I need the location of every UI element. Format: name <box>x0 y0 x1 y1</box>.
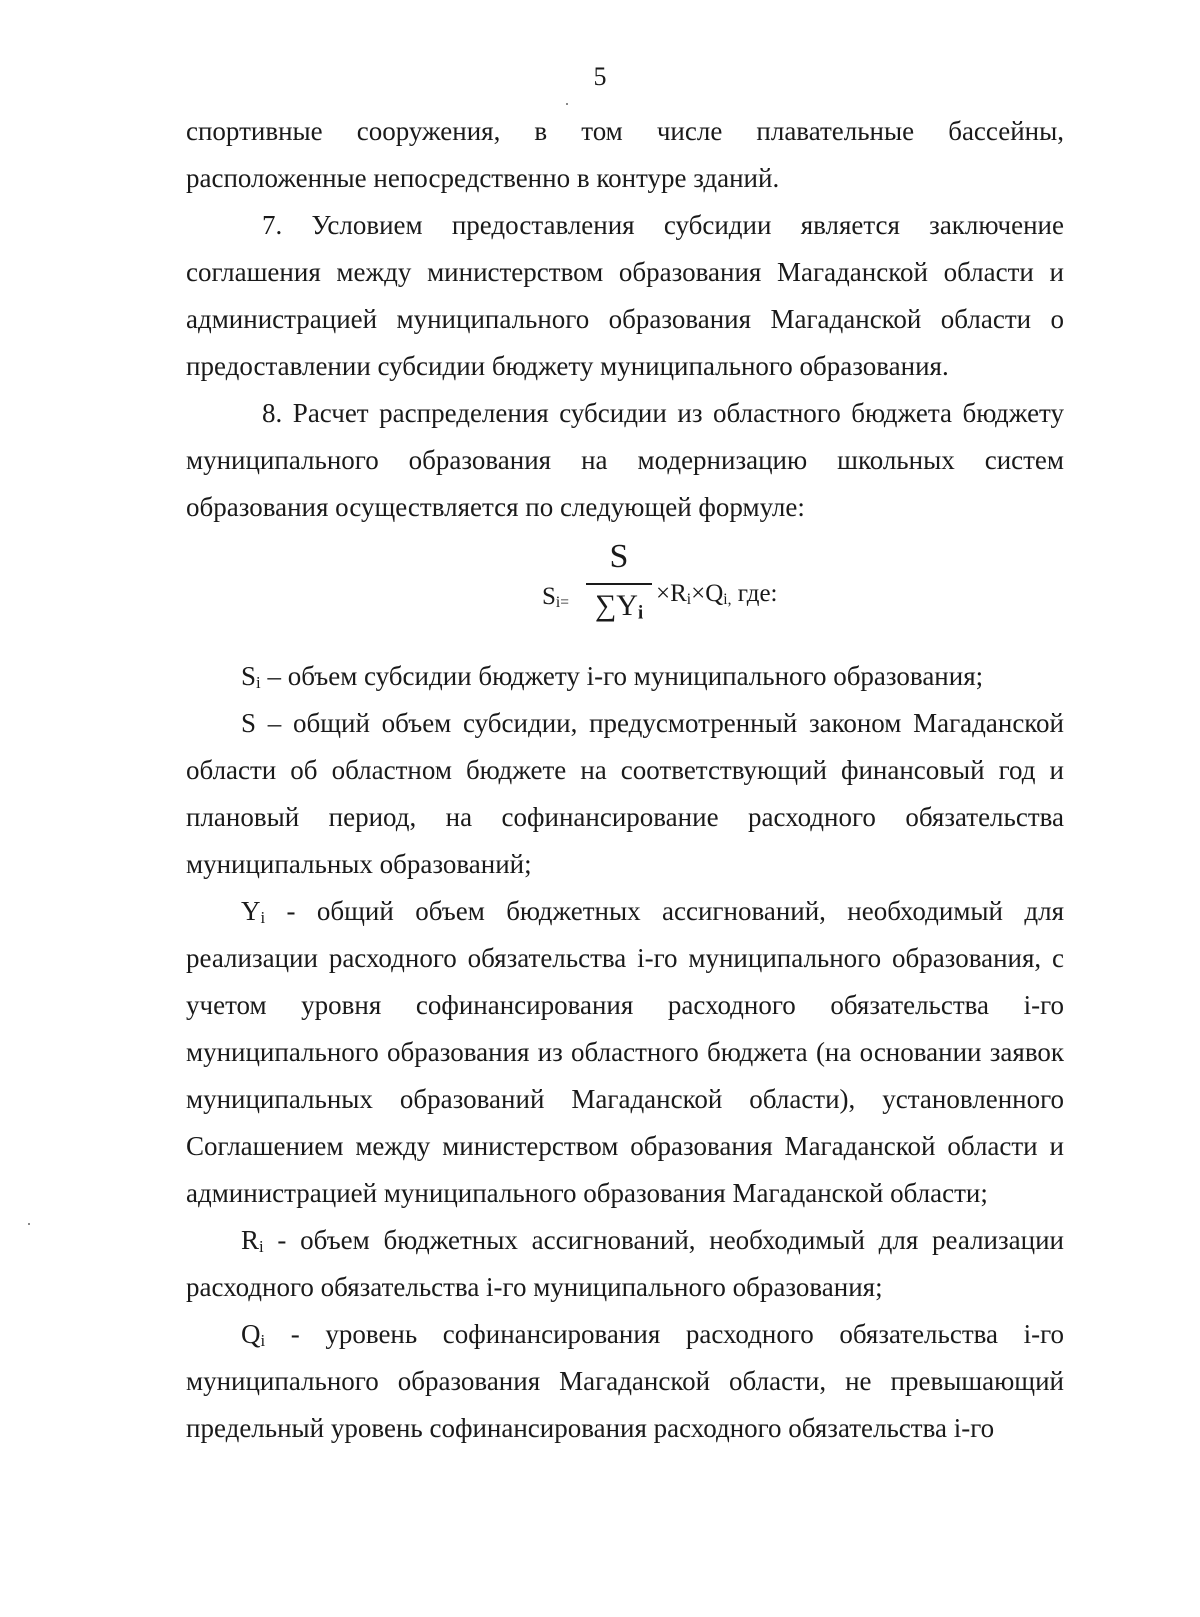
formula-lhs <box>542 582 569 612</box>
definition-si-symbol: S <box>241 661 257 691</box>
definition-yi-sub: i <box>260 908 266 927</box>
formula-fraction <box>584 531 654 627</box>
definition-qi-text: - уровень софинансирования расходного обязательства i-го муниципального образования Магаданской области, не превышающий предельный уровень софинансирования расходного обязательства i-го <box>186 1319 1064 1443</box>
scan-speck <box>28 1223 30 1225</box>
definition-s-symbol: S <box>241 708 257 738</box>
definition-si <box>186 653 1064 700</box>
formula-lhs-var: S <box>542 583 556 610</box>
definition-yi <box>186 888 1064 1217</box>
document-body <box>186 108 1064 1452</box>
definition-ri <box>186 1217 1064 1311</box>
definition-yi-text: - общий объем бюджетных ассигнований, необходимый для реализации расходного обязательства i-го муниципального образования, с учетом уровня софинансирования расходного обязательства i-го муниципального образования из областного бюджета (на основании заявок муниципальных образований Магаданской области), установленного Соглашением между министерством образования Магаданской области и администрацией муниципального образования Магаданской области; <box>186 896 1064 1208</box>
times-sign-1: × <box>656 580 671 607</box>
formula-equals: = <box>560 593 569 611</box>
formula-q-var: Q <box>705 580 724 607</box>
definition-ri-symbol: R <box>241 1225 260 1255</box>
formula-denominator-var: Y <box>616 589 638 622</box>
definition-yi-symbol: Y <box>241 896 261 926</box>
definition-qi-sub: i <box>260 1331 266 1350</box>
definition-s <box>186 700 1064 888</box>
formula-q-sub: i, <box>723 590 732 608</box>
definition-qi-symbol: Q <box>241 1319 261 1349</box>
paragraph-8: 8. Расчет распределения субсидии из областного бюджета бюджету муниципального образования на модернизацию школьных систем образования осуществляется по следующей формуле: <box>186 398 1064 522</box>
subsidy-formula <box>186 531 1064 653</box>
definition-si-text: – объем субсидии бюджету i-го муниципального образования; <box>260 661 984 691</box>
formula-tail: где: <box>731 580 778 607</box>
page-number: 5 <box>593 62 607 91</box>
times-sign-2: × <box>691 580 706 607</box>
scan-speck <box>566 103 568 105</box>
definition-ri-text: - объем бюджетных ассигнований, необходимый для реализации расходного обязательства i-го муниципального образования; <box>186 1225 1064 1302</box>
formula-r-var: R <box>670 580 687 607</box>
sum-symbol: ∑ <box>594 589 617 622</box>
definition-ri-sub: i <box>259 1237 264 1256</box>
formula-r-sub: i <box>686 590 692 608</box>
formula-numerator: S <box>609 538 629 575</box>
formula-lhs-sub-letter: i <box>555 593 561 611</box>
definition-si-sub: i <box>256 673 261 692</box>
definition-qi <box>186 1311 1064 1452</box>
formula-denominator-sub: i <box>637 602 644 624</box>
formula-denominator <box>584 585 654 627</box>
formula-rhs <box>656 577 778 611</box>
formula-lhs-sub <box>556 594 569 611</box>
paragraph-continuation: спортивные сооружения, в том числе плавательные бассейны, расположенные непосредственно в контуре зданий. <box>186 116 1064 193</box>
paragraph-7: 7. Условием предоставления субсидии является заключение соглашения между министерством образования Магаданской области и администрацией муниципального образования Магаданской области о предоставлении субсидии бюджету муниципального образования. <box>186 210 1064 381</box>
definition-s-text: – общий объем субсидии, предусмотренный законом Магаданской области об областном бюджете на соответствующий финансовый год и плановый период, на софинансирование расходного обязательства муниципальных образований; <box>186 708 1064 879</box>
